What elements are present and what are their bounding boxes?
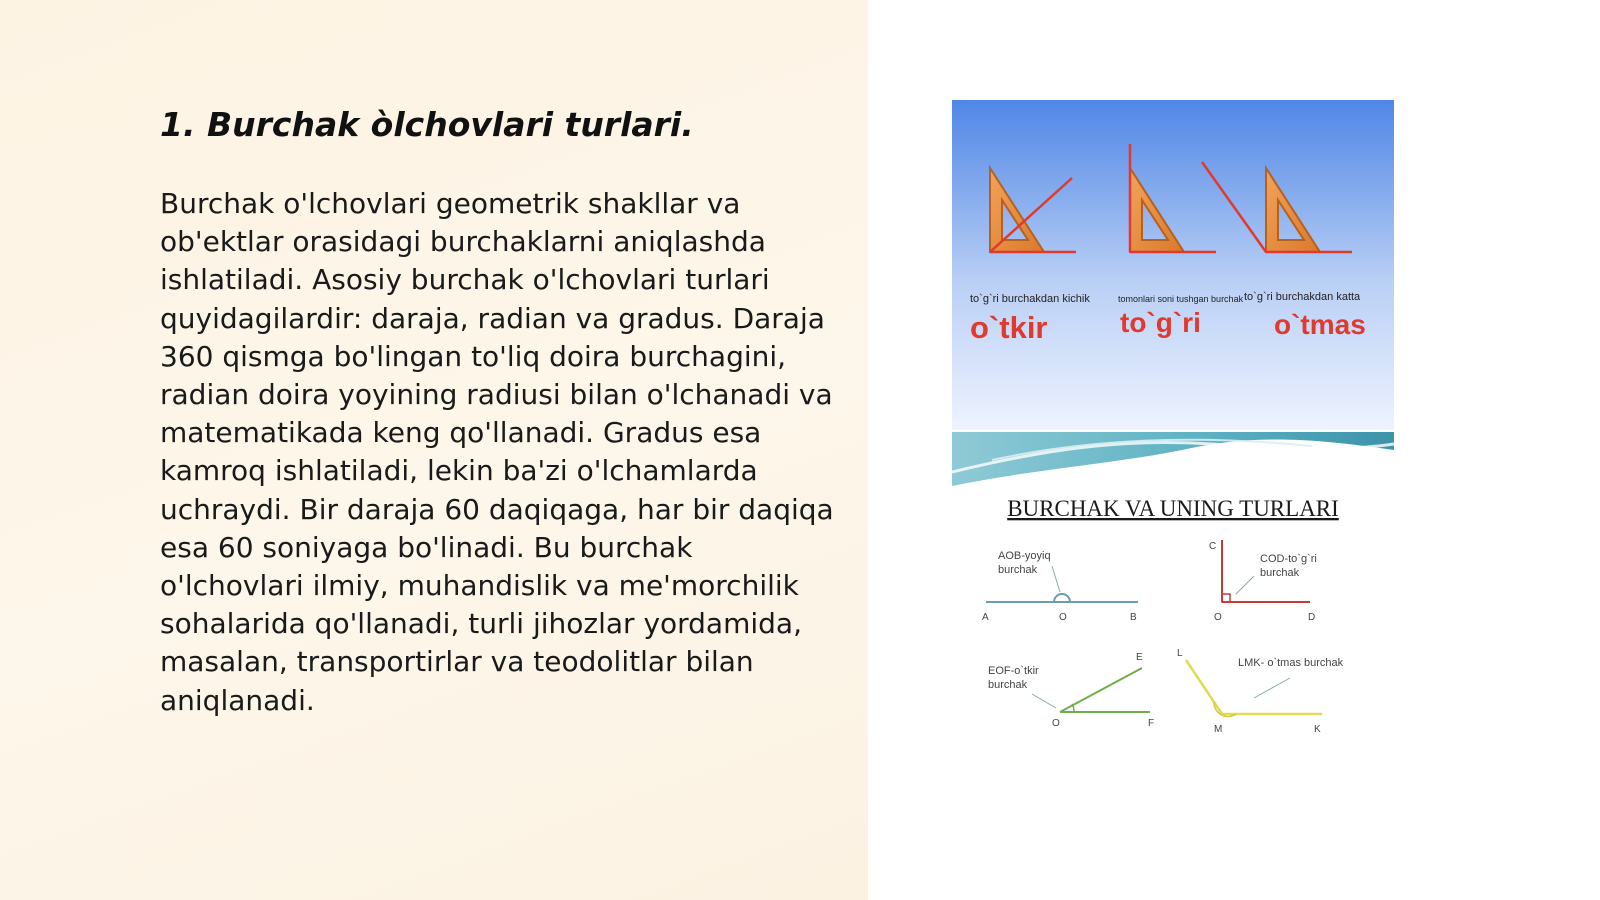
- point-l: L: [1177, 648, 1183, 659]
- point-a: A: [982, 612, 989, 623]
- angle-types-illustration: [952, 100, 1394, 760]
- point-m: M: [1214, 724, 1223, 735]
- right-angle-diagram: [1209, 540, 1317, 623]
- point-f: F: [1148, 718, 1155, 729]
- slide-title: 1. Burchak òlchovlari turlari.: [160, 105, 694, 144]
- point-o-2: O: [1214, 612, 1222, 623]
- obtuse-angle-diagram: [1177, 648, 1344, 735]
- point-c: C: [1209, 541, 1217, 552]
- angle-diagram: [982, 496, 1344, 735]
- point-o-3: O: [1052, 718, 1060, 729]
- point-d: D: [1308, 612, 1316, 623]
- eof-label: EOF-o`tkir: [988, 665, 1039, 677]
- diagram-title: BURCHAK VA UNING TURLARI: [1007, 496, 1339, 521]
- acute-angle-diagram: [988, 652, 1154, 729]
- caption-acute-small: to`g`ri burchakdan kichik: [970, 293, 1090, 305]
- cod-label-2: burchak: [1260, 567, 1300, 579]
- point-e: E: [1136, 652, 1143, 663]
- caption-right: to`g`ri: [1120, 307, 1201, 338]
- caption-right-small: tomonlari soni tushgan burchak: [1118, 294, 1244, 304]
- point-o-1: O: [1059, 612, 1067, 623]
- point-b: B: [1130, 612, 1137, 623]
- aob-label-2: burchak: [998, 564, 1038, 576]
- wave-decoration: [952, 430, 1394, 486]
- caption-obtuse-small: to`g`ri burchakdan katta: [1244, 291, 1361, 303]
- caption-obtuse: o`tmas: [1274, 309, 1366, 340]
- set-squares-photo: [952, 100, 1394, 430]
- eof-label-2: burchak: [988, 679, 1028, 691]
- slide-body-text: Burchak o'lchovlari geometrik shakllar va ob'ektlar orasidagi burchaklarni aniqlashda ishlatiladi. Asosiy burchak o'lchovlari turlari quyidagilardir: daraja, radian va gradus. Daraja 360 qismga bo'lingan to'liq doira burchagini, radian doira yoyining radiusi bilan o'lchanadi va matematikada keng qo'llanadi. Gradus esa kamroq ishlatiladi, lekin ba'zi o'lchamlarda uchraydi. Bir daraja 60 daqiqaga, har bir daqiqa esa 60 soniyaga bo'linadi. Bu burchak o'lchovlari ilmiy, muhandislik va me'morchilik sohalarida qo'llanadi, turli jihozlar yordamida, masalan, transportirlar va teodolitlar bilan aniqlanadi.: [160, 187, 834, 717]
- caption-acute: o`tkir: [970, 310, 1048, 345]
- lmk-label: LMK- o`tmas burchak: [1238, 657, 1344, 669]
- cod-label: COD-to`g`ri: [1260, 553, 1317, 565]
- point-k: K: [1314, 724, 1321, 735]
- angle-types-image: [952, 100, 1394, 760]
- straight-angle-diagram: [982, 550, 1138, 623]
- aob-label: AOB-yoyiq: [998, 550, 1051, 562]
